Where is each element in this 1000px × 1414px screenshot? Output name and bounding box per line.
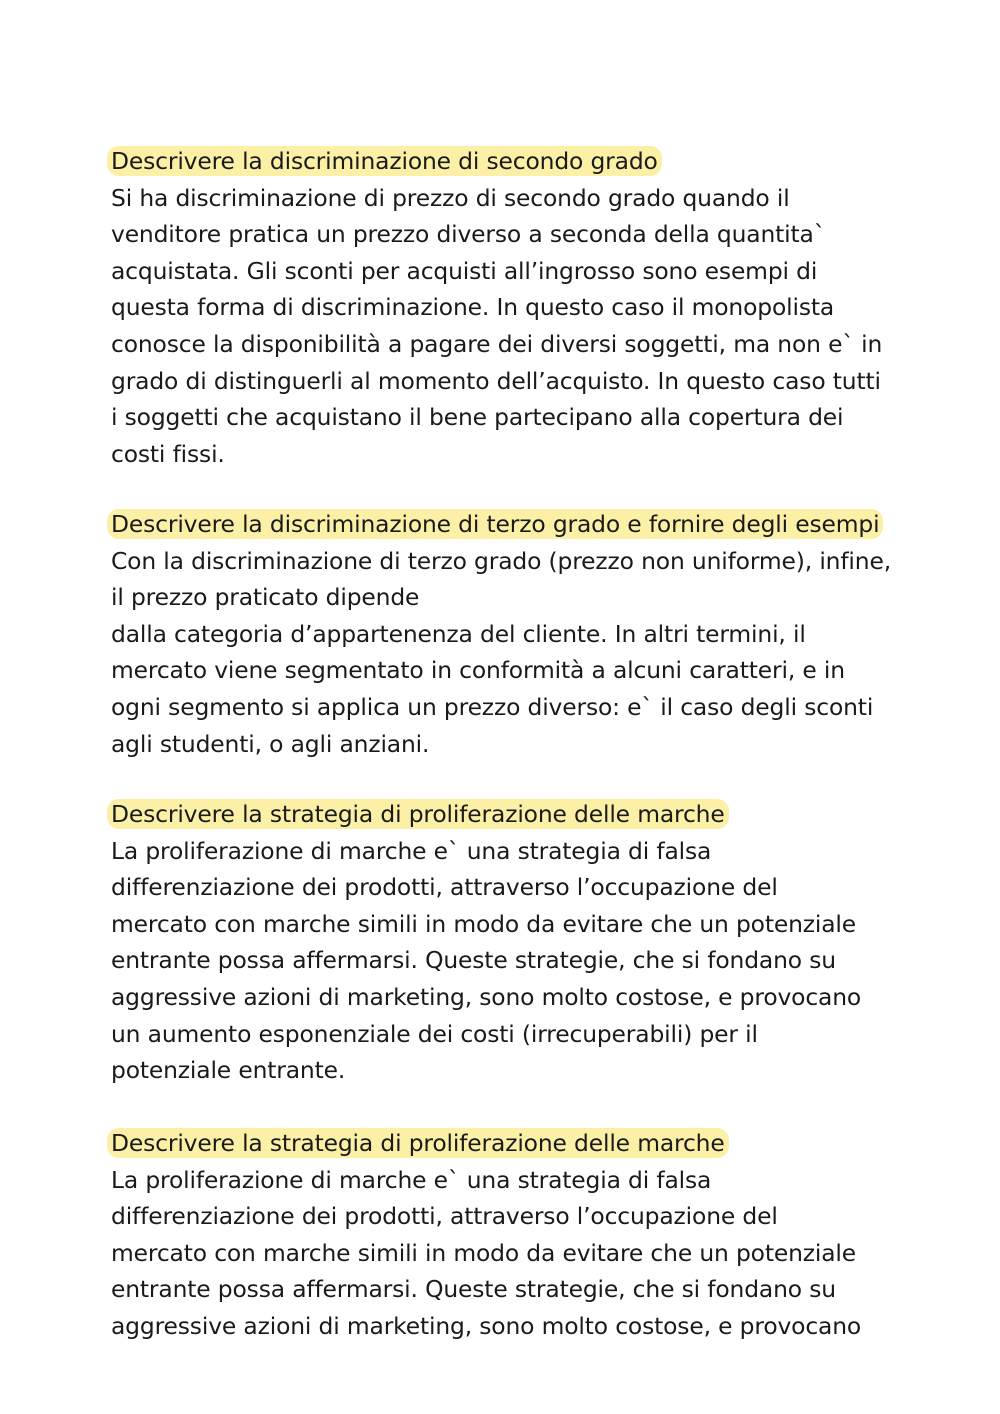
paragraph-line: Con la discriminazione di terzo grado (prezzo non uniforme), infine, [111,546,891,575]
section-brand-proliferation [111,796,911,1089]
section-heading: Descrivere la strategia di proliferazione delle marche [107,1128,729,1158]
paragraph-line: venditore pratica un prezzo diverso a seconda della quantita` [111,220,826,249]
paragraph-line: il prezzo praticato dipende [111,583,420,612]
paragraph-line: aggressive azioni di marketing, sono molto costose, e provocano [111,1311,862,1340]
section-second-degree-discrimination [111,143,911,472]
paragraph-line: La proliferazione di marche e` una strategia di falsa [111,1165,712,1194]
paragraph-line: potenziale entrante. [111,1056,346,1085]
section-brand-proliferation-repeat [111,1125,911,1345]
paragraph-line: La proliferazione di marche e` una strategia di falsa [111,836,712,865]
paragraph-line: dalla categoria d’appartenenza del cliente. In altri termini, il [111,619,806,648]
paragraph-line: entrante possa affermarsi. Queste strategie, che si fondano su [111,946,836,975]
paragraph-line: aggressive azioni di marketing, sono molto costose, e provocano [111,982,862,1011]
paragraph-line: ogni segmento si applica un prezzo diverso: e` il caso degli sconti [111,692,874,721]
paragraph-line: un aumento esponenziale dei costi (irrecuperabili) per il [111,1019,758,1048]
paragraph-line: mercato viene segmentato in conformità a alcuni caratteri, e in [111,656,845,685]
paragraph-line: questa forma di discriminazione. In questo caso il monopolista [111,293,835,322]
section-third-degree-discrimination [111,506,911,762]
paragraph-line: costi fissi. [111,439,225,468]
paragraph-line: Si ha discriminazione di prezzo di secondo grado quando il [111,183,790,212]
paragraph-line: i soggetti che acquistano il bene partecipano alla copertura dei [111,403,844,432]
paragraph-line: entrante possa affermarsi. Queste strategie, che si fondano su [111,1275,836,1304]
paragraph-line: conosce la disponibilità a pagare dei diversi soggetti, ma non e` in [111,329,883,358]
paragraph-line: grado di distinguerli al momento dell’acquisto. In questo caso tutti [111,366,881,395]
paragraph-line: acquistata. Gli sconti per acquisti all’ingrosso sono esempi di [111,256,818,285]
section-heading: Descrivere la discriminazione di terzo grado e fornire degli esempi [107,509,883,539]
paragraph-line: mercato con marche simili in modo da evitare che un potenziale [111,1238,857,1267]
paragraph-line: agli studenti, o agli anziani. [111,729,430,758]
section-heading: Descrivere la strategia di proliferazione delle marche [107,799,729,829]
paragraph-line: differenziazione dei prodotti, attraverso l’occupazione del [111,1202,778,1231]
paragraph-line: differenziazione dei prodotti, attraverso l’occupazione del [111,873,778,902]
section-heading: Descrivere la discriminazione di secondo grado [107,146,662,176]
paragraph-line: mercato con marche simili in modo da evitare che un potenziale [111,909,857,938]
